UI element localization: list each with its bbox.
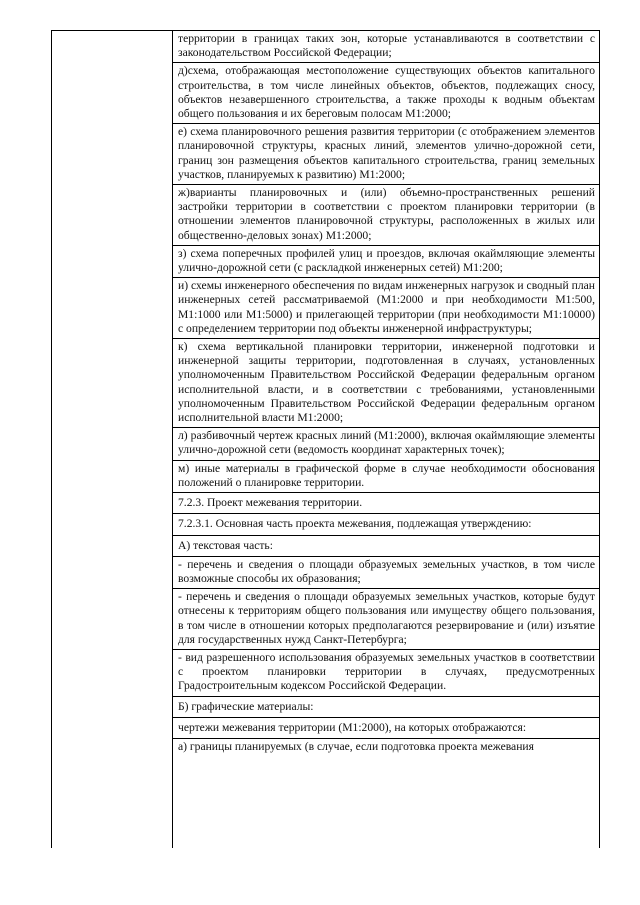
list-item: - перечень и сведения о площади образуемых земельных участков, в том числе возможные способы их образования; — [173, 557, 599, 589]
paragraph: д)схема, отображающая местоположение существующих объектов капитального строительства, в том числе линейных объектов, объектов, подлежащих сносу, объектов незавершенного строительства, а также проходы к водным объектам общего пользования и их береговым полосам М1:2000; — [173, 63, 599, 124]
subsection-heading: Б) графические материалы: — [173, 697, 599, 718]
paragraph: и) схемы инженерного обеспечения по видам инженерных нагрузок и сводный план инженерных сетей рассматриваемой (М1:2000 и при необходимости М1:500, М1:1000 или М1:5000) и прилегающей территории (при необходимости М1:10000) с определением территории под объекты инженерной инфраструктуры; — [173, 278, 599, 339]
list-item: - вид разрешенного использования образуемых земельных участков в соответствии с проектом планировки территории в случаях, предусмотренных Градостроительным кодексом Российской Федерации. — [173, 650, 599, 697]
table-left-column — [52, 31, 173, 848]
paragraph: м) иные материалы в графической форме в случае необходимости обоснования положений о планировке территории. — [173, 461, 599, 493]
paragraph: территории в границах таких зон, которые устанавливаются в соответствии с законодательством Российской Федерации; — [173, 31, 599, 63]
paragraph: ж)варианты планировочных и (или) объемно-пространственных решений застройки территории в соответствии с проектом планировки территории (в отношении элементов планировочной структуры, расположенных в жилых или общественно-деловых зонах) М1:2000; — [173, 185, 599, 246]
section-heading: 7.2.3. Проект межевания территории. — [173, 493, 599, 514]
paragraph: чертежи межевания территории (М1:2000), на которых отображаются: — [173, 718, 599, 739]
paragraph: к) схема вертикальной планировки территории, инженерной подготовки и инженерной защиты территории, подготовленная в случаях, установленных уполномоченным Правительством Российской Федерации федеральным органом исполнительной власти, и в соответствии с требованиями, установленными уполномоченным Правительством Российской Федерации федеральным органом исполнительной власти М1:2000; — [173, 339, 599, 428]
paragraph: а) границы планируемых (в случае, если подготовка проекта межевания — [178, 739, 534, 753]
paragraph: е) схема планировочного решения развития территории (с отображением элементов планировочной структуры, красных линий, элементов улично-дорожной сети, границ зон размещения объектов капитального строительства, границ земельных участков, планируемых к развитию) М1:2000; — [173, 124, 599, 185]
section-heading: 7.2.3.1. Основная часть проекта межевания, подлежащая утверждению: — [173, 514, 599, 535]
table-right-column — [173, 31, 599, 848]
document-table — [51, 30, 600, 848]
subsection-heading: А) текстовая часть: — [173, 536, 599, 557]
list-item: - перечень и сведения о площади образуемых земельных участков, которые будут отнесены к территориям общего пользования или имуществу общего пользования, в том числе в отношении которых предполагаются резервирование и (или) изъятие для государственных нужд Санкт-Петербурга; — [173, 589, 599, 650]
paragraph: л) разбивочный чертеж красных линий (М1:2000), включая окаймляющие элементы улично-дорожной сети (ведомость координат характерных точек); — [173, 428, 599, 460]
paragraph: з) схема поперечных профилей улиц и проездов, включая окаймляющие элементы улично-дорожной сети (с раскладкой инженерных сетей) М1:200; — [173, 246, 599, 278]
